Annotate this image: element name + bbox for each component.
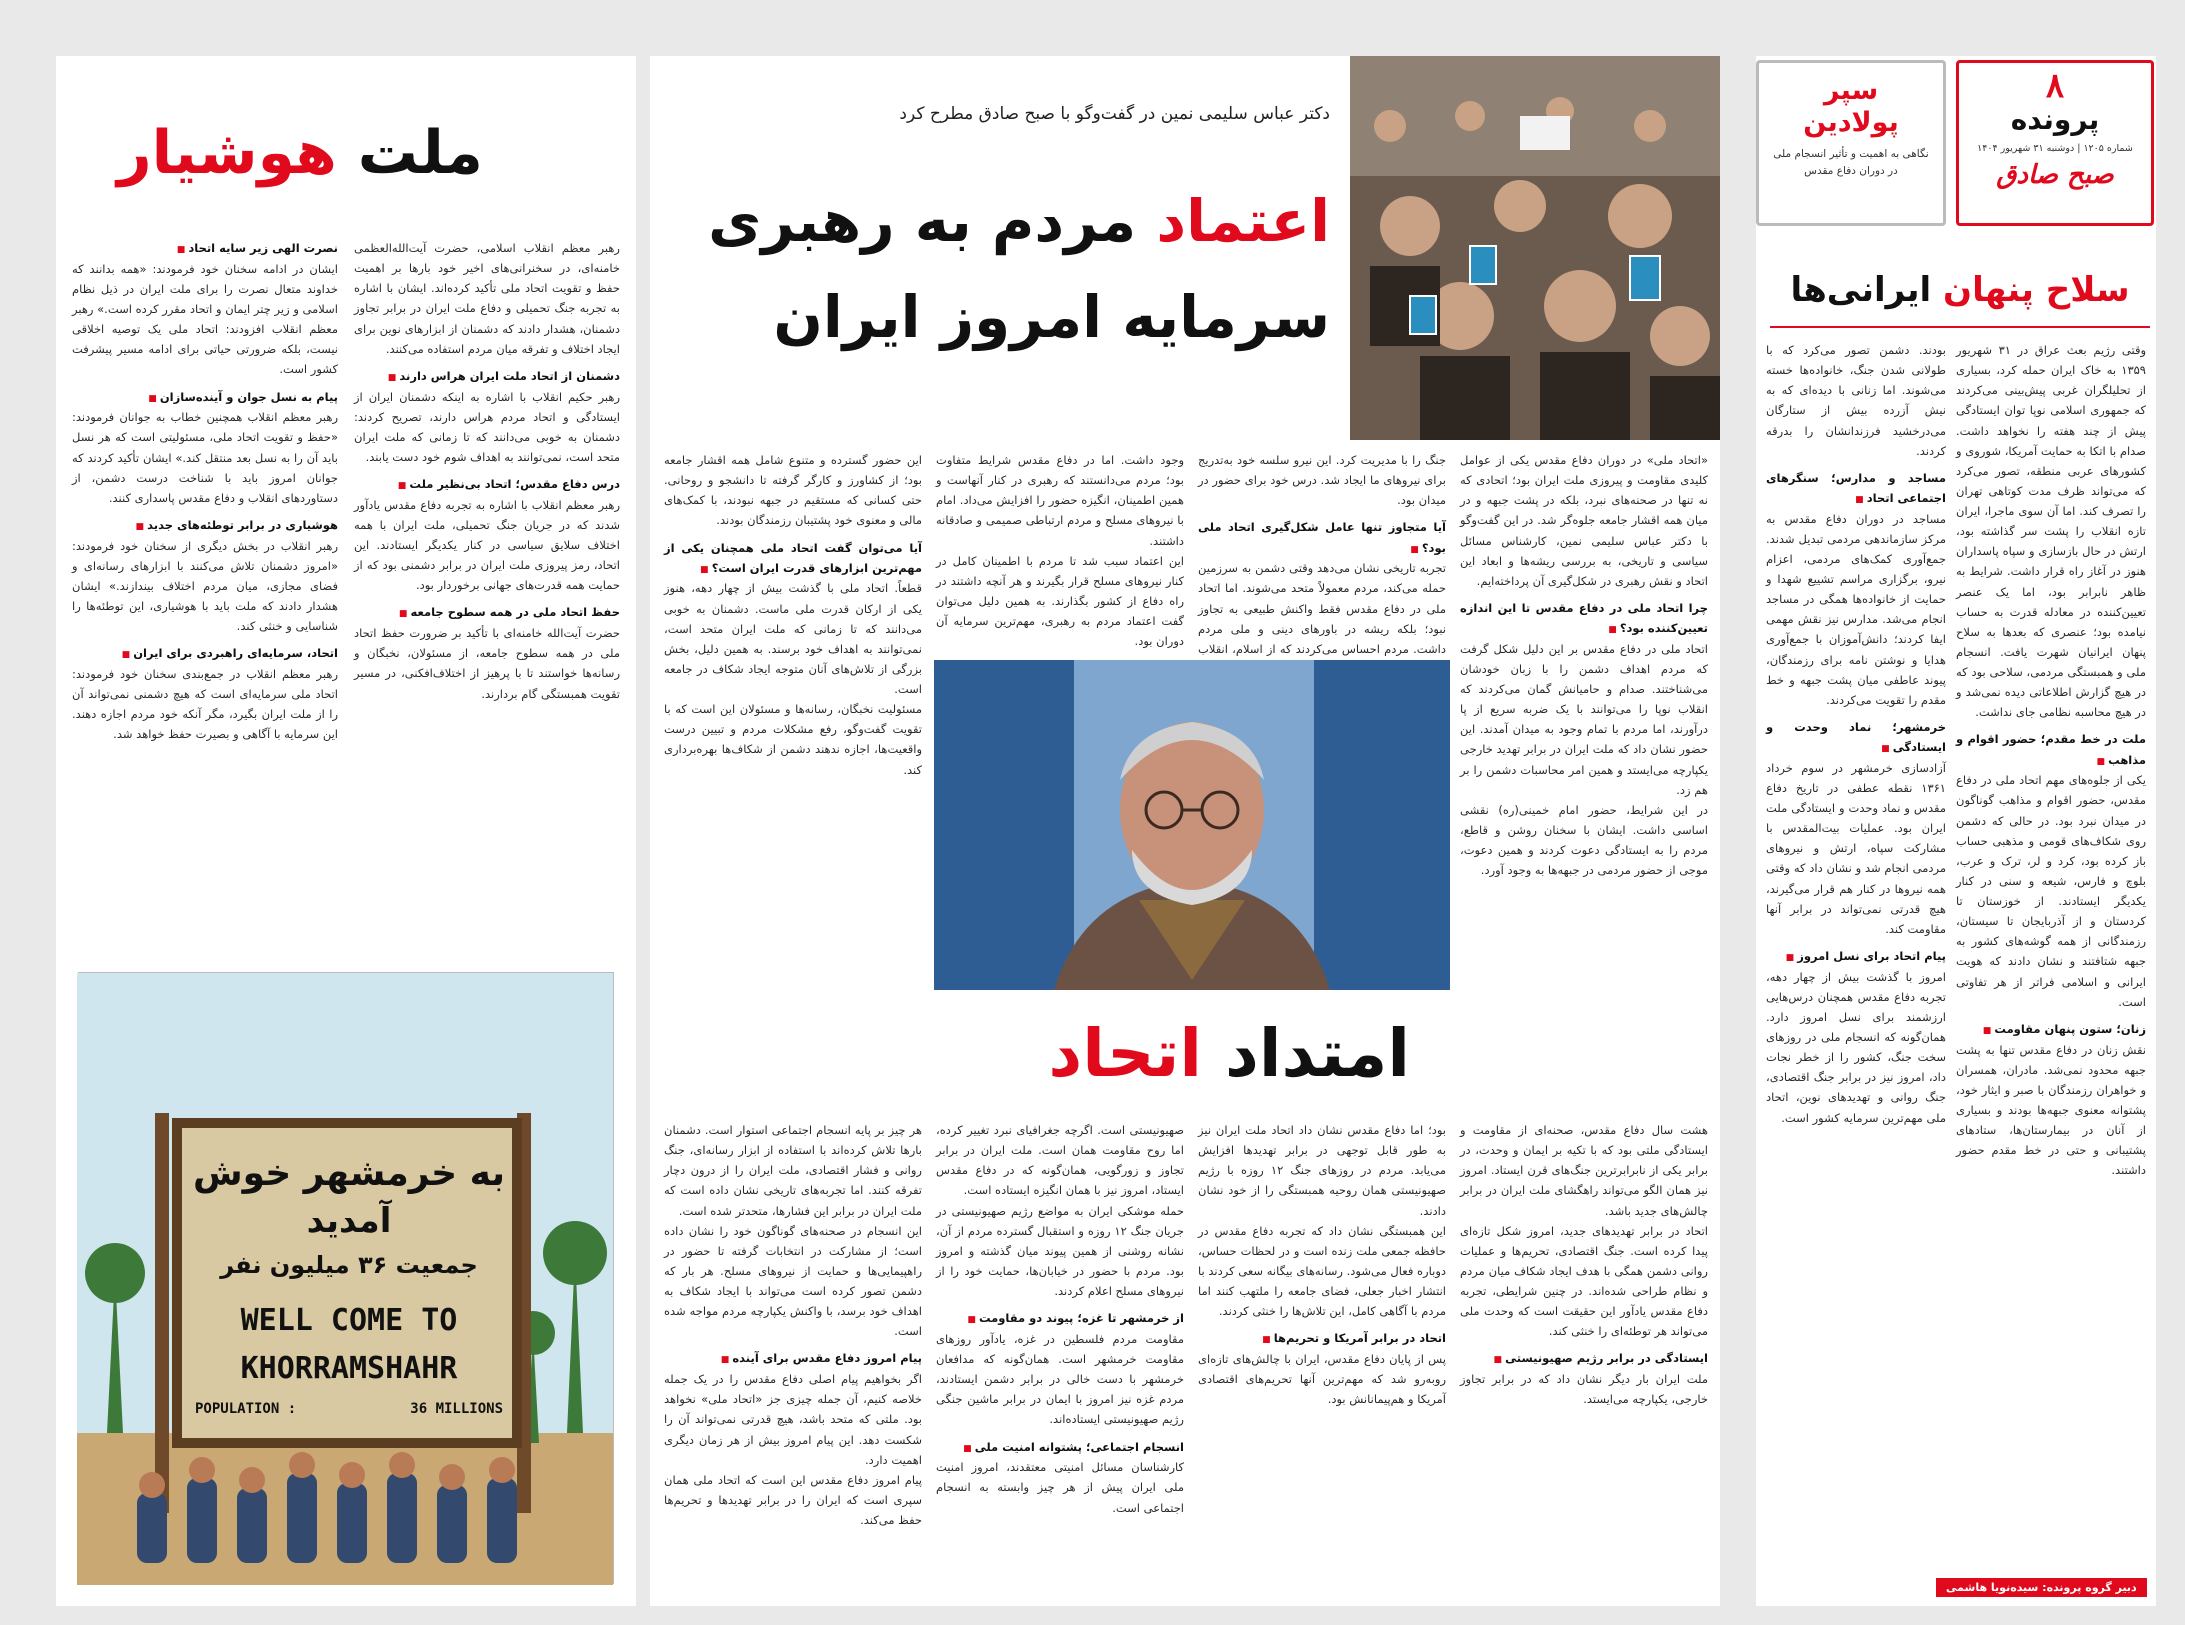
paragraph: حمله موشکی ایران به مواضع رژیم صهیونیستی در جریان جنگ ۱۲ روزه و استقبال گسترده مردم از آن، نشانه روشنی از همین پیوند میان گذشته و امروز بود. مردم با حضور در خیابان‌ها، حمایت خود را از نیروهای مسلح اعلام کردند. bbox=[936, 1203, 1184, 1298]
subheading: مساجد و مدارس؛ سنگرهای اجتماعی اتحاد ■ bbox=[1766, 468, 1946, 509]
footer-credit: دبیر گروه پرونده: سیده‌نویا هاشمی bbox=[1936, 1578, 2147, 1597]
paragraph: کارشناسان مسائل امنیتی معتقدند، امروز امنیت ملی ایران پیش از هر چیز وابسته به انسجام اجتماعی است. bbox=[936, 1460, 1184, 1515]
paragraph: هشت سال دفاع مقدس، صحنه‌ای از مقاومت و ایستادگی ملتی بود که با تکیه بر ایمان و وحدت، در برابر یکی از نابرابرترین جنگ‌های قرن ایستاد. امروز نیز همان الگو می‌تواند راهگشای ملت ایران در برابر چالش‌های جدید باشد. bbox=[1460, 1123, 1708, 1218]
left-headline-red: هوشیار bbox=[117, 118, 337, 188]
poster-farsi-line3: جمعیت ۳۶ میلیون نفر bbox=[220, 1251, 478, 1279]
bottom-headline-black: امتداد bbox=[1224, 1015, 1410, 1092]
section-label: پرونده bbox=[2010, 103, 2100, 136]
interview-column-3 bbox=[936, 450, 1184, 650]
subheading: نصرت الهی زیر سایه اتحاد ■ bbox=[72, 238, 338, 259]
paragraph: این همبستگی نشان داد که تجربه دفاع مقدس در حافظه جمعی ملت زنده است و در لحظات حساس، دوباره فعال می‌شود. رسانه‌های بیگانه سعی کردند با انتشار اخبار جعلی، فضای جامعه را ملتهب کنند اما مردم با آگاهی کامل، این تلاش‌ها را خنثی کردند. bbox=[1198, 1223, 1446, 1319]
paragraph: بود؛ اما دفاع مقدس نشان داد اتحاد ملت ایران نیز به طور قابل توجهی در برابر تهدیدها افزایش می‌یابد. مردم در روزهای جنگ ۱۲ روزه با رژیم صهیونیستی همان روحیه همبستگی را از خود نشان دادند. bbox=[1198, 1123, 1446, 1218]
subheading: حفظ اتحاد ملی در همه سطوح جامعه ■ bbox=[354, 602, 620, 623]
paragraph: این اعتماد سبب شد تا مردم با اطمینان کامل در کنار نیروهای مسلح قرار بگیرند و هر آنچه داشتند در راه دفاع از کشور بگذارند. به همین دلیل می‌توان گفت اعتماد مردم به رهبری، مهم‌ترین سرمایه آن دوران بود. bbox=[936, 553, 1184, 649]
subheading: آیا متجاوز تنها عامل شکل‌گیری اتحاد ملی بود؟ ■ bbox=[1198, 517, 1446, 558]
feature-box bbox=[1756, 60, 1946, 226]
subheading: هوشیاری در برابر توطئه‌های جدید ■ bbox=[72, 515, 338, 536]
subheading: زنان؛ ستون پنهان مقاومت ■ bbox=[1956, 1019, 2146, 1040]
poster-farsi-line1: به خرمشهر خوش bbox=[192, 1153, 506, 1194]
paragraph: رهبر حکیم انقلاب با اشاره به اینکه دشمنان ایران از ایستادگی و اتحاد مردم هراس دارند، تصریح کردند: دشمنان به خوبی می‌دانند که تا زمانی که ملت ایران متحد است، نمی‌توانند به اهداف شوم خود دست یابند. bbox=[354, 389, 620, 464]
interview-column-2 bbox=[1198, 450, 1446, 656]
issue-line: شماره ۱۲۰۵ | دوشنبه ۳۱ شهریور ۱۴۰۴ bbox=[1977, 142, 2133, 154]
left-headline bbox=[60, 120, 540, 186]
paragraph: پیام امروز دفاع مقدس این است که اتحاد ملی همان سپری است که ایران را در برابر تهدیدها و تحریم‌ها حفظ می‌کند. bbox=[664, 1472, 922, 1527]
paragraph: صهیونیستی است. اگرچه جغرافیای نبرد تغییر کرده، اما روح مقاومت همان است. ملت ایران در برابر تجاوز و زورگویی، همان‌گونه که در دفاع مقدس ایستاد، امروز نیز با همان انگیزه ایستاده است. bbox=[936, 1123, 1184, 1198]
bottom-headline-red: اتحاد bbox=[1048, 1015, 1202, 1092]
paragraph: رهبر معظم انقلاب با اشاره به تجربه دفاع مقدس یادآور شدند که در جریان جنگ تحمیلی، ملت ایران با همه اختلاف سلایق سیاسی در کنار یکدیگر ایستادند. این اتحاد، رمز پیروزی ملت ایران در برابر دشمنی بود که از حمایت همه قدرت‌های جهانی برخوردار بود. bbox=[354, 497, 620, 593]
subheading: اتحاد، سرمایه‌ای راهبردی برای ایران ■ bbox=[72, 643, 338, 664]
subheading: از خرمشهر تا غزه؛ پیوند دو مقاومت ■ bbox=[936, 1308, 1184, 1329]
paragraph: رهبر معظم انقلاب همچنین خطاب به جوانان فرمودند: «حفظ و تقویت اتحاد ملی، مسئولیتی است که هر نسل باید آن را به نسل بعد منتقل کند.» ایشان تأکید کردند که جوانان امروز باید با شناخت درست دشمن، از دستاوردهای انقلاب و دفاع مقدس پاسداری کنند. bbox=[72, 410, 338, 505]
subheading: پیام به نسل جوان و آینده‌سازان ■ bbox=[72, 387, 338, 408]
paragraph: «اتحاد ملی» در دوران دفاع مقدس یکی از عوامل کلیدی مقاومت و پیروزی ملت ایران بود؛ اتحادی که نه تنها در صحنه‌های نبرد، بلکه در پشت جبهه و در میان همه اقشار جامعه جلوه‌گر شد. در این گفت‌وگو با دکتر عباس سلیمی نمین، کارشناس مسائل سیاسی و تاریخی، به بررسی ریشه‌ها و ابعاد این اتحاد و نقش رهبری در شکل‌گیری آن پرداخته‌ایم. bbox=[1460, 453, 1708, 588]
article-column-3 bbox=[936, 1120, 1184, 1570]
right-headline-rule bbox=[1770, 326, 2150, 328]
paragraph: اتحاد در برابر تهدیدهای جدید، امروز شکل تازه‌ای پیدا کرده است. جنگ اقتصادی، تحریم‌ها و عملیات روانی دشمن همگی با هدف ایجاد شکاف میان مردم و نظام طراحی شده‌اند. در چنین شرایطی، تجربه دفاع مقدس یادآور این حقیقت است که وحدت ملی می‌تواند هر توطئه‌ای را خنثی کند. bbox=[1460, 1223, 1708, 1339]
paragraph: رهبر معظم انقلاب اسلامی، حضرت آیت‌الله‌العظمی خامنه‌ای، در سخنرانی‌های اخیر خود بارها بر اهمیت حفظ و تقویت اتحاد ملی تأکید کرده‌اند. ایشان با اشاره به تجربه جنگ تحمیلی و دفاع ملت ایران در برابر تجاوز دشمنان، هشدار دادند که دشمنان از ابزارهای نوین برای ایجاد اختلاف و تفرقه میان مردم استفاده می‌کنند. bbox=[354, 241, 620, 356]
subheading: پیام امروز دفاع مقدس برای آینده ■ bbox=[664, 1348, 922, 1369]
subheading: انسجام اجتماعی؛ پشتوانه امنیت ملی ■ bbox=[936, 1437, 1184, 1458]
paragraph: این حضور گسترده و متنوع شامل همه اقشار جامعه بود؛ از کشاورز و کارگر گرفته تا دانشجو و روحانی. حتی کسانی که مستقیم در جبهه نبودند، با کمک‌های مالی و معنوی خود پشتیبان رزمندگان بودند. bbox=[664, 453, 922, 528]
right-column-a bbox=[1956, 340, 2146, 1560]
right-headline-red: سلاح پنهان bbox=[1943, 270, 2130, 310]
paragraph: حضرت آیت‌الله خامنه‌ای با تأکید بر ضرورت حفظ اتحاد ملی در همه سطوح جامعه، از مسئولان، نخبگان و رسانه‌ها خواستند تا با پرهیز از اختلاف‌افکنی، در مسیر تقویت همبستگی گام بردارند. bbox=[354, 626, 620, 701]
article-column-1 bbox=[1460, 1120, 1708, 1570]
interview-column-1 bbox=[1460, 450, 1708, 1030]
paragraph: ایشان در ادامه سخنان خود فرمودند: «همه بدانند که خداوند متعال نصرت را برای ملت ایران در ذیل نظام اسلامی و زیر چتر ایمان و اتحاد مقرر کرده است.» رهبر معظم انقلاب افزودند: اتحاد ملی یک توصیه اخلاقی نیست، بلکه ضرورتی حیاتی برای ادامه مسیر پیشرفت کشور است. bbox=[72, 261, 338, 377]
article-column-2 bbox=[1198, 1120, 1446, 1570]
left-headline-black: ملت bbox=[357, 118, 483, 188]
main-headline-line2: سرمایه امروز ایران bbox=[773, 283, 1330, 351]
paragraph: در این شرایط، حضور امام خمینی(ره) نقشی اساسی داشت. ایشان با سخنان روشن و قاطع، مردم را به ایستادگی دعوت کردند و همین دعوت، موجی از حضور مردمی در جبهه‌ها به وجود آورد. bbox=[1460, 802, 1708, 878]
paragraph: امروز با گذشت بیش از چهار دهه، تجربه دفاع مقدس همچنان درس‌هایی ارزشمند برای نسل امروز دارد. همان‌گونه که انسجام ملی در روزهای سخت جنگ، کشور را از خطر نجات داد، امروز نیز در برابر جنگ اقتصادی، جنگ روانی و تهدیدهای نوین، اتحاد ملی مهم‌ترین سرمایه کشور است. bbox=[1766, 969, 1946, 1125]
poster-english-line1: WELL COME TO bbox=[240, 1303, 458, 1338]
subheading: چرا اتحاد ملی در دفاع مقدس تا این اندازه تعیین‌کننده بود؟ ■ bbox=[1460, 598, 1708, 639]
main-headline-black: مردم به رهبری bbox=[708, 187, 1137, 255]
feature-description: نگاهی به اهمیت و تأثیر انسجام ملی در دوران دفاع مقدس bbox=[1773, 147, 1929, 177]
subheading: ایستادگی در برابر رژیم صهیونیستی ■ bbox=[1460, 1348, 1708, 1369]
paragraph: این انسجام در صحنه‌های گوناگون خود را نشان داده است؛ از مشارکت در انتخابات گرفته تا حضور در راهپیمایی‌ها و حمایت از نیروهای مسلح. هر بار که دشمن تصور کرده است می‌تواند با ایجاد شکاف به اهداف خود برسد، با واکنش یکپارچه مردم مواجه شده است. bbox=[664, 1223, 922, 1339]
feature-title-2: پولادین bbox=[1803, 107, 1899, 139]
paragraph: اتحاد ملی در دفاع مقدس بر این دلیل شکل گرفت که مردم اهداف دشمن را با زبان خودشان می‌شناختند. صدام و حامیانش گمان می‌کردند که انقلاب نوپا را می‌توانند با یک ضربه سریع از پا درآورند، اما مردم با تمام وجود به میدان آمدند. این حضور نشان داد که ملت ایران در برابر تهدید خارجی یکپارچه می‌ایستد و همین امر محاسبات دشمن را بر هم زد. bbox=[1460, 641, 1708, 797]
main-headline-line1 bbox=[650, 187, 1330, 255]
paragraph: وقتی رژیم بعث عراق در ۳۱ شهریور ۱۳۵۹ به خاک ایران حمله کرد، بسیاری از تحلیلگران غربی پیش‌بینی می‌کردند که جمهوری اسلامی نوپا توان ایستادگی پیش از چند هفته را نخواهد داشت. صدام با اتکا به حمایت آمریکا، شوروی و کشورهای عربی منطقه، تصور می‌کرد که می‌تواند ظرف مدت کوتاهی تهران را تصرف کند. اما آن سوی ماجرا، ایران تازه انقلاب را پشت سر گذاشته بود، ارتش در حال بازسازی و سپاه پاسداران هنوز در آغاز راه قرار داشت. شرایط به ظاهر نابرابر بود، اما یک عنصر تعیین‌کننده در معادله قدرت به حساب نیامده بود؛ عنصری که بعدها به سلاح پنهان ایرانیان شهرت یافت. انسجام ملی و همبستگی مردمی، سلاحی بود که در هیچ گزارش اطلاعاتی دیده نمی‌شد و در هیچ محاسبه نظامی جای نداشت. bbox=[1956, 343, 2146, 720]
poster-farsi-line2: آمدید bbox=[306, 1201, 392, 1241]
left-column-a bbox=[354, 238, 620, 938]
subheading: دشمنان از اتحاد ملت ایران هراس دارند ■ bbox=[354, 366, 620, 387]
paragraph: مساجد در دوران دفاع مقدس به مرکز سازماندهی مردمی تبدیل شدند. جمع‌آوری کمک‌های مردمی، اعزام نیرو، برگزاری مراسم تشییع شهدا و حمایت از خانواده‌ها همگی در مساجد انجام می‌شد. مدارس نیز نقش مهمی ایفا کردند؛ دانش‌آموزان با جمع‌آوری هدایا و نوشتن نامه برای رزمندگان، پیوند عاطفی میان پشت جبهه و خط مقدم را تقویت می‌کردند. bbox=[1766, 511, 1946, 707]
interview-column-4 bbox=[664, 450, 922, 777]
portrait-photo bbox=[934, 660, 1450, 990]
subheading: خرمشهر؛ نماد وحدت و ایستادگی ■ bbox=[1766, 717, 1946, 758]
paragraph: ملت ایران بار دیگر نشان داد که در برابر تجاوز خارجی، یکپارچه می‌ایستد. bbox=[1460, 1372, 1708, 1407]
paragraph: پس از پایان دفاع مقدس، ایران با چالش‌های تازه‌ای روبه‌رو شد که مهم‌ترین آنها تحریم‌های اقتصادی آمریکا و هم‌پیمانانش بود. bbox=[1198, 1352, 1446, 1407]
paragraph: مسئولیت نخبگان، رسانه‌ها و مسئولان این است که با تقویت گفت‌وگو، رفع مشکلات مردم و تبیین درست واقعیت‌ها، اجازه ندهند دشمن از شکاف‌ها بهره‌برداری کند. bbox=[664, 702, 922, 777]
main-headline-red: اعتماد bbox=[1156, 187, 1330, 255]
feature-title-1: سپر bbox=[1823, 75, 1879, 106]
paragraph: رهبر معظم انقلاب در جمع‌بندی سخنان خود فرمودند: اتحاد ملی سرمایه‌ای است که هیچ دشمنی نمی‌تواند آن را از ملت ایران بگیرد، مگر آنکه خود مردم اجازه دهند. این سرمایه با آگاهی و بصیرت حفظ خواهد شد. bbox=[72, 667, 338, 742]
subheading: درس دفاع مقدس؛ اتحاد بی‌نظیر ملت ■ bbox=[354, 474, 620, 495]
article-column-4 bbox=[664, 1120, 922, 1570]
paragraph: جنگ را با مدیریت کرد. این نیرو سلسه خود به‌تدریج برای نیروهای ما ایجاد شد. درس خود برای حضور در میدان بود. bbox=[1198, 453, 1446, 508]
portrait-image bbox=[934, 660, 1450, 990]
crowd-photo bbox=[1350, 56, 1720, 440]
subheading: ملت در خط مقدم؛ حضور اقوام و مذاهب ■ bbox=[1956, 729, 2146, 770]
subheading: آیا می‌توان گفت اتحاد ملی همچنان یکی از مهم‌ترین ابزارهای قدرت ایران است؟ ■ bbox=[664, 538, 922, 579]
poster-population bbox=[195, 1401, 503, 1417]
paragraph: مقاومت مردم فلسطین در غزه، یادآور روزهای مقاومت خرمشهر است. همان‌گونه که مدافعان خرمشهر با دست خالی در برابر دشمن ایستادند، مردم غزه نیز امروز با ایمان در برابر ماشین جنگی رژیم صهیونیستی ایستاده‌اند. bbox=[936, 1331, 1184, 1427]
khorramshahr-poster bbox=[78, 972, 614, 1584]
left-column-b bbox=[72, 238, 338, 938]
right-headline bbox=[1770, 270, 2150, 310]
right-column-b bbox=[1766, 340, 1946, 1560]
paragraph: هر چیز بر پایه انسجام اجتماعی استوار است. دشمنان بارها تلاش کرده‌اند با استفاده از ابزار رسانه‌ای، جنگ روانی و فشار اقتصادی، ملت ایران را از درون دچار تفرقه کنند. اما تجربه‌های تاریخی نشان داده است که ملت ایران در برابر این فشارها، متحدتر شده است. bbox=[664, 1123, 922, 1218]
poster-english-line2: KHORRAMSHAHR bbox=[240, 1351, 458, 1386]
right-headline-black: ایرانی‌ها bbox=[1790, 270, 1932, 310]
section-badge bbox=[1956, 60, 2154, 226]
poster-population-label: POPULATION : bbox=[195, 1401, 297, 1417]
poster-population-value: 36 MILLIONS bbox=[410, 1401, 503, 1417]
crowd-photo-image bbox=[1350, 56, 1720, 440]
paragraph: وجود داشت. اما در دفاع مقدس شرایط متفاوت بود؛ مردم می‌دانستند که رهبری در کنار آنهاست و همین اطمینان، انگیزه حضور را افزایش می‌داد. امام با نیروهای مسلح و مردم ارتباطی صمیمی و صادقانه داشتند. bbox=[936, 453, 1184, 548]
subheading: اتحاد در برابر آمریکا و تحریم‌ها ■ bbox=[1198, 1328, 1446, 1349]
section-number: ۸ bbox=[2045, 66, 2065, 106]
paragraph: بودند. دشمن تصور می‌کرد که با طولانی شدن جنگ، خانواده‌ها خسته می‌شوند. اما زنانی با دیده‌ای که به نیش آزرده بیش از ستارگان می‌درخشید فرزندانشان را بدرقه کردند. bbox=[1766, 343, 1946, 458]
paragraph: اگر بخواهیم پیام اصلی دفاع مقدس را در یک جمله خلاصه کنیم، آن جمله چیزی جز «اتحاد ملی» نخواهد بود. ملتی که متحد باشد، هیچ قدرتی نمی‌تواند آن را شکست دهد. این پیام امروز بیش از هر زمان دیگری اهمیت دارد. bbox=[664, 1372, 922, 1467]
newspaper-logo: صبح صادق bbox=[1996, 159, 2114, 190]
interview-kicker: دکتر عباس سلیمی نمین در گفت‌وگو با صبح صادق مطرح کرد bbox=[899, 104, 1330, 124]
paragraph: یکی از جلوه‌های مهم اتحاد ملی در دفاع مقدس، حضور اقوام و مذاهب گوناگون در میدان نبرد بود. در حالی که دشمن روی شکاف‌های قومی و مذهبی حساب باز کرده بود، کرد و لر، ترک و عرب، بلوچ و فارس، شیعه و سنی در کنار یکدیگر ایستادند. از خوزستان تا کردستان و از آذربایجان تا سیستان، رزمندگانی از همه گوشه‌های کشور به جبهه شتافتند و نشان دادند که هویت ایرانی و اسلامی فراتر از هر تفاوتی است. bbox=[1956, 773, 2146, 1009]
poster-illustration bbox=[77, 973, 613, 1585]
bottom-headline bbox=[650, 1015, 1410, 1092]
paragraph: نقش زنان در دفاع مقدس تنها به پشت جبهه محدود نمی‌شد. مادران، همسران و خواهران رزمندگان با صبر و ایثار خود، پشتوانه معنوی جبهه‌ها بودند و بسیاری از آنان در بیمارستان‌ها، ستادهای پشتیبانی و حتی در خط مقدم حضور داشتند. bbox=[1956, 1042, 2146, 1178]
paragraph: تجربه تاریخی نشان می‌دهد وقتی دشمن به سرزمین حمله می‌کند، مردم معمولاً متحد می‌شوند. اما اتحاد ملی در دفاع مقدس فقط واکنش طبیعی به تجاوز نبود؛ بلکه ریشه در باورهای دینی و ملی مردم داشت. مردم احساس می‌کردند که از اسلام، انقلاب bbox=[1198, 561, 1446, 656]
paragraph: آزادسازی خرمشهر در سوم خرداد ۱۳۶۱ نقطه عطفی در تاریخ دفاع مقدس و نماد وحدت و ایستادگی ملت ایران بود. عملیات بیت‌المقدس با مشارکت سپاه، ارتش و نیروهای مردمی انجام شد و نشان داد که وقتی همه نیروها در کنار هم قرار می‌گیرند، هیچ قدرتی نمی‌تواند در برابر آنها مقاومت کند. bbox=[1766, 760, 1946, 936]
subheading: پیام اتحاد برای نسل امروز ■ bbox=[1766, 946, 1946, 967]
paragraph: رهبر انقلاب در بخش دیگری از سخنان خود فرمودند: «امروز دشمنان تلاش می‌کنند با ابزارهای رسانه‌ای و فضای مجازی، میان مردم اختلاف بیندازند.» ایشان هشدار دادند که ملت باید با هوشیاری، این توطئه‌ها را شناسایی و خنثی کند. bbox=[72, 538, 338, 634]
paragraph: قطعاً. اتحاد ملی با گذشت بیش از چهار دهه، هنوز یکی از ارکان قدرت ملی ماست. دشمنان به خوبی می‌دانند که تا زمانی که ملت ایران متحد است، نمی‌توانند به اهداف خود برسند. به همین دلیل، بخش بزرگی از تلاش‌های آنان متوجه ایجاد شکاف در جامعه است. bbox=[664, 581, 922, 696]
